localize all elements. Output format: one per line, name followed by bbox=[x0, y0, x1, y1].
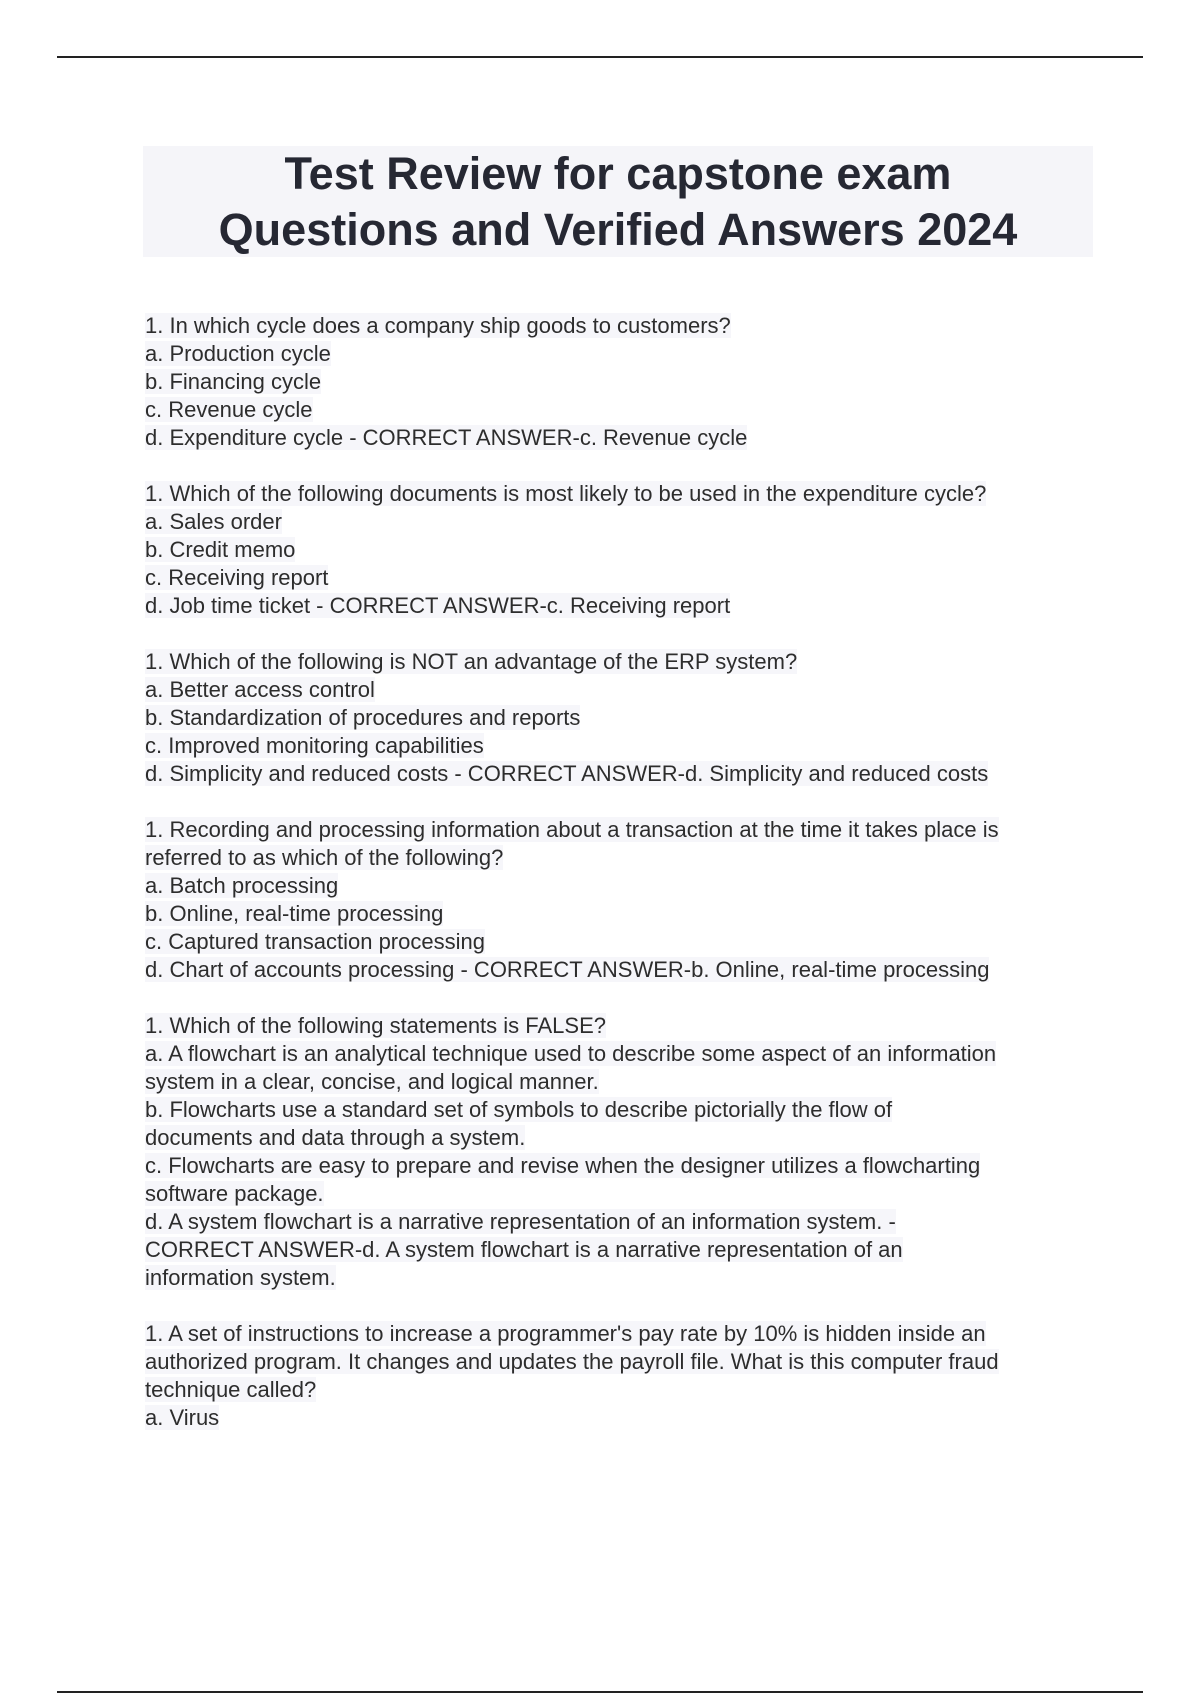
answer-line bbox=[145, 1348, 1090, 1376]
answer-line bbox=[145, 1152, 1090, 1180]
line-text: d. A system flowchart is a narrative representation of an information system. - bbox=[145, 1209, 896, 1234]
question-text bbox=[145, 1320, 1090, 1348]
line-text: 1. Recording and processing information about a transaction at the time it takes place is bbox=[145, 817, 999, 842]
answer-line bbox=[145, 732, 1090, 760]
line-text: referred to as which of the following? bbox=[145, 845, 504, 870]
line-text: d. Expenditure cycle - CORRECT ANSWER-c. Revenue cycle bbox=[145, 425, 748, 450]
answer-line bbox=[145, 676, 1090, 704]
answer-line bbox=[145, 592, 1090, 620]
question-block bbox=[145, 480, 1090, 620]
answer-line bbox=[145, 1404, 1090, 1432]
line-text: software package. bbox=[145, 1181, 324, 1206]
answer-line bbox=[145, 396, 1090, 424]
answer-line bbox=[145, 1096, 1090, 1124]
answer-line bbox=[145, 1124, 1090, 1152]
line-text: b. Standardization of procedures and reports bbox=[145, 705, 581, 730]
bottom-rule bbox=[57, 1691, 1143, 1693]
question-block bbox=[145, 312, 1090, 452]
line-text: a. A flowchart is an analytical technique used to describe some aspect of an information bbox=[145, 1041, 997, 1066]
top-rule bbox=[57, 56, 1143, 58]
line-text: a. Better access control bbox=[145, 677, 375, 702]
document-title bbox=[143, 146, 1093, 257]
line-text: b. Financing cycle bbox=[145, 369, 322, 394]
line-text: 1. Which of the following statements is FALSE? bbox=[145, 1013, 607, 1038]
line-text: b. Credit memo bbox=[145, 537, 296, 562]
answer-line bbox=[145, 368, 1090, 396]
answer-line bbox=[145, 1040, 1090, 1068]
answer-line bbox=[145, 1068, 1090, 1096]
answer-line bbox=[145, 956, 1090, 984]
line-text: technique called? bbox=[145, 1377, 317, 1402]
question-text bbox=[145, 312, 1090, 340]
answer-line bbox=[145, 872, 1090, 900]
answer-line bbox=[145, 704, 1090, 732]
question-text bbox=[145, 480, 1090, 508]
line-text: documents and data through a system. bbox=[145, 1125, 526, 1150]
line-text: system in a clear, concise, and logical manner. bbox=[145, 1069, 599, 1094]
answer-line bbox=[145, 340, 1090, 368]
question-block bbox=[145, 1320, 1090, 1432]
line-text: d. Chart of accounts processing - CORRECT ANSWER-b. Online, real-time processing bbox=[145, 957, 990, 982]
line-text: 1. A set of instructions to increase a programmer's pay rate by 10% is hidden inside an bbox=[145, 1321, 986, 1346]
answer-line bbox=[145, 844, 1090, 872]
line-text: b. Online, real-time processing bbox=[145, 901, 444, 926]
line-text: 1. Which of the following documents is most likely to be used in the expenditure cycle? bbox=[145, 481, 987, 506]
title-line-2: Questions and Verified Answers 2024 bbox=[218, 204, 1018, 255]
line-text: a. Virus bbox=[145, 1405, 220, 1430]
answer-line bbox=[145, 1236, 1090, 1264]
answer-line bbox=[145, 1180, 1090, 1208]
line-text: c. Improved monitoring capabilities bbox=[145, 733, 484, 758]
answer-line bbox=[145, 508, 1090, 536]
question-text bbox=[145, 648, 1090, 676]
question-block bbox=[145, 648, 1090, 788]
line-text: c. Flowcharts are easy to prepare and revise when the designer utilizes a flowcharting bbox=[145, 1153, 981, 1178]
answer-line bbox=[145, 760, 1090, 788]
answer-line bbox=[145, 424, 1090, 452]
line-text: a. Production cycle bbox=[145, 341, 331, 366]
line-text: a. Batch processing bbox=[145, 873, 339, 898]
line-text: d. Simplicity and reduced costs - CORRECT ANSWER-d. Simplicity and reduced costs bbox=[145, 761, 989, 786]
line-text: c. Revenue cycle bbox=[145, 397, 313, 422]
line-text: a. Sales order bbox=[145, 509, 282, 534]
line-text: c. Receiving report bbox=[145, 565, 329, 590]
line-text: CORRECT ANSWER-d. A system flowchart is a narrative representation of an bbox=[145, 1237, 903, 1262]
question-block bbox=[145, 1012, 1090, 1292]
line-text: d. Job time ticket - CORRECT ANSWER-c. Receiving report bbox=[145, 593, 731, 618]
line-text: 1. In which cycle does a company ship goods to customers? bbox=[145, 313, 731, 338]
answer-line bbox=[145, 1264, 1090, 1292]
answer-line bbox=[145, 564, 1090, 592]
answer-line bbox=[145, 1208, 1090, 1236]
question-block bbox=[145, 816, 1090, 984]
line-text: information system. bbox=[145, 1265, 336, 1290]
title-line-1: Test Review for capstone exam bbox=[284, 148, 952, 199]
question-text bbox=[145, 816, 1090, 844]
question-text bbox=[145, 1012, 1090, 1040]
questions-list bbox=[145, 312, 1090, 1460]
line-text: b. Flowcharts use a standard set of symbols to describe pictorially the flow of bbox=[145, 1097, 893, 1122]
line-text: authorized program. It changes and updates the payroll file. What is this computer fraud bbox=[145, 1349, 999, 1374]
line-text: 1. Which of the following is NOT an advantage of the ERP system? bbox=[145, 649, 798, 674]
line-text: c. Captured transaction processing bbox=[145, 929, 485, 954]
answer-line bbox=[145, 928, 1090, 956]
answer-line bbox=[145, 900, 1090, 928]
answer-line bbox=[145, 536, 1090, 564]
answer-line bbox=[145, 1376, 1090, 1404]
